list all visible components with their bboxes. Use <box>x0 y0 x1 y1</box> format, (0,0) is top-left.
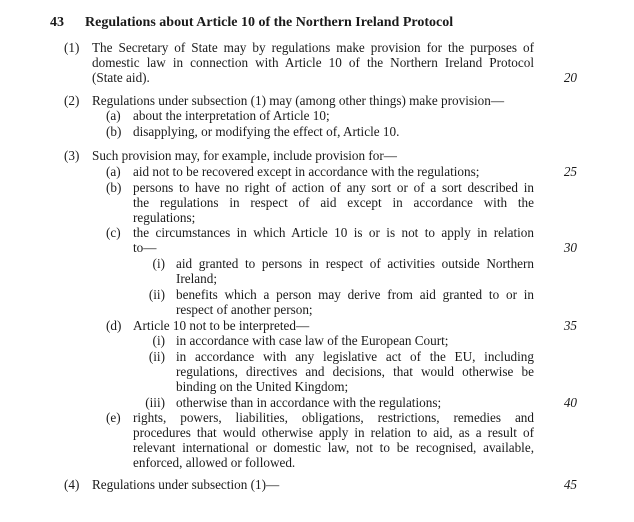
margin-line-number: 30 <box>563 240 577 255</box>
provision-line: Article 10 not to be interpreted— <box>133 318 310 333</box>
paragraph-marker: (a) <box>106 108 121 123</box>
margin-line-number: 20 <box>563 70 577 85</box>
provision-line: relevant international or domestic law, not to be recognised, available, <box>133 440 534 455</box>
margin-line-number: 45 <box>563 477 577 492</box>
provision-line: regulations, directives and decisions, that would otherwise be <box>176 364 534 379</box>
provision-line: the circumstances in which Article 10 is or is not to apply in relation <box>133 225 534 240</box>
paragraph-marker: (e) <box>106 410 121 425</box>
section-title: Regulations about Article 10 of the Northern Ireland Protocol <box>85 15 454 30</box>
margin-line-number: 25 <box>563 164 577 179</box>
provision-line: persons to have no right of action of any sort or of a sort described in <box>133 180 534 195</box>
subparagraph-marker: (iii) <box>145 395 165 410</box>
margin-line-number: 35 <box>563 318 577 333</box>
provision-line: procedures that would otherwise apply in relation to aid, as a result of <box>133 425 534 440</box>
subparagraph-marker: (ii) <box>148 349 165 364</box>
provision-line: domestic law in connection with Article 10 of the Northern Ireland Protocol <box>92 55 534 70</box>
paragraph-marker: (d) <box>106 318 122 333</box>
provision-line: in accordance with case law of the European Court; <box>176 333 449 348</box>
provision-line: aid not to be recovered except in accordance with the regulations; <box>133 164 480 179</box>
provision-line: Ireland; <box>176 271 218 286</box>
provision-line: disapplying, or modifying the effect of, Article 10. <box>133 124 400 139</box>
provision-line: (State aid). <box>92 70 150 85</box>
provision-line: respect of another person; <box>176 302 313 317</box>
section-number: 43 <box>50 15 64 30</box>
provision-line: Such provision may, for example, include provision for— <box>92 148 397 163</box>
provision-line: Regulations under subsection (1) may (among other things) make provision— <box>92 93 505 108</box>
subsection-marker: (3) <box>64 148 80 163</box>
provision-line: enforced, allowed or followed. <box>133 455 296 470</box>
subsection-marker: (1) <box>64 40 80 55</box>
provision-line: to— <box>133 240 157 255</box>
paragraph-marker: (a) <box>106 164 121 179</box>
provision-line: The Secretary of State may by regulations make provision for the purposes of <box>92 40 534 55</box>
provision-line: the regulations in respect of aid except in accordance with the <box>133 195 534 210</box>
provision-line: benefits which a person may derive from aid granted to or in <box>176 287 534 302</box>
paragraph-marker: (b) <box>106 124 122 139</box>
provision-line: regulations; <box>133 210 196 225</box>
provision-line: otherwise than in accordance with the regulations; <box>176 395 442 410</box>
subsection-marker: (2) <box>64 93 80 108</box>
paragraph-marker: (c) <box>106 225 121 240</box>
margin-line-number: 40 <box>563 395 577 410</box>
provision-line: about the interpretation of Article 10; <box>133 108 330 123</box>
subparagraph-marker: (i) <box>152 333 165 348</box>
provision-line: in accordance with any legislative act of the EU, including <box>176 349 534 364</box>
paragraph-marker: (b) <box>106 180 122 195</box>
subsection-marker: (4) <box>64 477 80 492</box>
provision-line: binding on the United Kingdom; <box>176 379 349 394</box>
provision-line: aid granted to persons in respect of activities outside Northern <box>176 256 534 271</box>
provision-line: rights, powers, liabilities, obligations, restrictions, remedies and <box>133 410 534 425</box>
subparagraph-marker: (ii) <box>148 287 165 302</box>
subparagraph-marker: (i) <box>152 256 165 271</box>
provision-line: Regulations under subsection (1)— <box>92 477 280 492</box>
